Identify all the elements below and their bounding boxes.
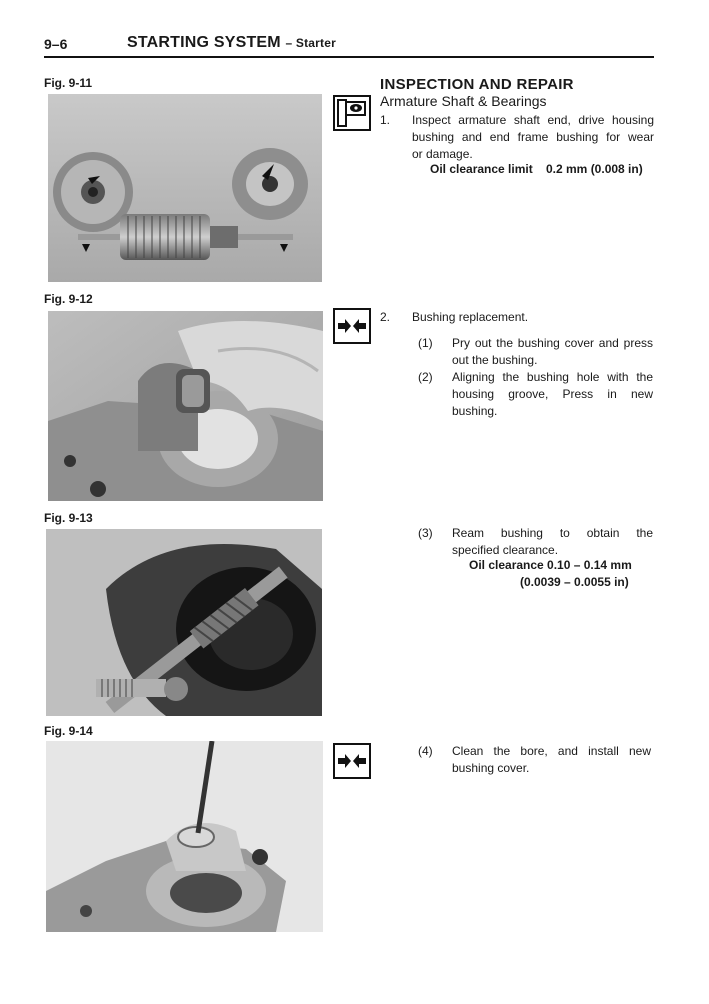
inspect-icon [333,95,371,131]
chapter-subtitle: – Starter [285,36,336,50]
spec-label: Oil clearance limit [430,162,533,176]
spec-value: 0.2 mm (0.008 in) [546,162,643,176]
replace-icon [333,743,371,779]
step-1-line: Inspect armature shaft end, drive housing [412,113,654,127]
photo-armature-shaft [48,94,322,282]
substep-line: Pry out the bushing cover and press [452,336,653,350]
substep-line: Aligning the bushing hole with the [452,370,653,384]
substep-line: housing groove, Press in new [452,387,653,401]
step-number: 2. [380,310,391,324]
section-heading: INSPECTION AND REPAIR [380,76,574,93]
spec-value: Oil clearance 0.10 – 0.14 mm [469,558,632,572]
replace-icon [333,308,371,344]
substep-line: bushing. [452,404,498,418]
step-2-title: Bushing replacement. [412,310,529,324]
substep-line: out the bushing. [452,353,538,367]
substep-number: (4) [418,744,433,758]
section-subheading: Armature Shaft & Bearings [380,93,547,109]
substep-number: (1) [418,336,433,350]
figure-caption: Fig. 9-11 [44,76,93,90]
substep-line: Clean the bore, and install new [452,744,651,758]
header-rule [44,56,654,58]
figure-caption: Fig. 9-12 [44,292,93,306]
chapter-title-main: STARTING SYSTEM [127,34,281,51]
photo-bushing-removal [48,311,323,501]
spec-value: (0.0039 – 0.0055 in) [520,575,629,589]
substep-number: (3) [418,526,433,540]
substep-line: specified clearance. [452,543,559,557]
figure-caption: Fig. 9-13 [44,511,93,525]
substep-number: (2) [418,370,433,384]
step-number: 1. [380,113,391,127]
substep-line: bushing cover. [452,761,530,775]
step-1-line: or damage. [412,147,473,161]
figure-caption: Fig. 9-14 [44,724,93,738]
substep-line: Ream bushing to obtain the [452,526,653,540]
page-number: 9–6 [44,36,68,52]
chapter-title [127,34,336,52]
photo-install-cover [46,741,323,932]
step-1-line: bushing and end frame bushing for wear [412,130,654,144]
photo-reaming-bushing [46,529,322,716]
